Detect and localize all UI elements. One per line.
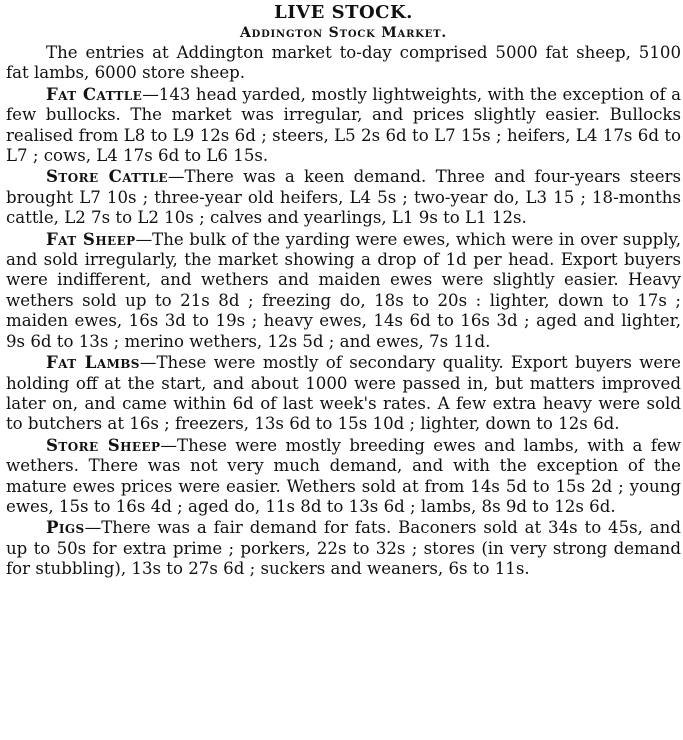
section-text-fat-lambs: —These were mostly of secondary quality. Export buyers were holding off at the start, and about 1000 were passed in, but matters improved later on, and came within 6d of last week's rates. A few extra heavy were sold to butchers at 16s ; freezers, 13s 6d to 15s 10d ; lighter, down to 12s 6d. [6, 353, 682, 434]
section-text-pigs: —There was a fair demand for fats. Baconers sold at 34s to 45s, and up to 50s for extra prime ; porkers, 22s to 32s ; stores (in very strong demand for stubbling), 13s to 27s 6d ; suckers and weaners, 6s to 11s. [6, 518, 681, 579]
section-store-cattle [6, 166, 681, 228]
section-fat-cattle [6, 84, 681, 167]
section-heading-pigs: Pigs [46, 517, 85, 538]
section-heading-store-sheep: Store Sheep [46, 434, 161, 455]
section-heading-fat-lambs: Fat Lambs [46, 352, 140, 373]
article-subtitle: Addington Stock Market. [239, 25, 448, 41]
section-heading-store-cattle: Store Cattle [46, 166, 168, 187]
section-text-fat-cattle: —143 head yarded, mostly lightweights, with the exception of a few bullocks. The market was irregular, and prices slightly easier. Bullocks realised from L8 to L9 12s 6d ; steers, L5 2s 6d to L7 15s ; heifers, L4 17s 6d to L7 ; cows, L4 17s 6d to L6 15s. [6, 84, 681, 166]
section-text-fat-sheep: —The bulk of the yarding were ewes, which were in over supply, and sold irregularly, the market showing a drop of 1d per head. Export buyers were indifferent, and wethers and maiden ewes were slightly easier. Heavy wethers sold up to 21s 8d ; freezing do, 18s to 20s : lighter, down to 17s ; maiden ewes, 16s 3d to 19s ; heavy ewes, 14s 6d to 16s 3d ; aged and lighter, 9s 6d to 13s ; merino wethers, 12s 5d ; and ewes, 7s 11d. [6, 229, 681, 351]
section-store-sheep [6, 435, 681, 518]
section-text-store-sheep: —These were mostly breeding ewes and lambs, with a few wethers. There was not very much demand, and with the exception of the mature ewes prices were easier. Wethers sold at from 14s 5d to 15s 2d ; young ewes, 15s to 16s 4d ; aged do, 11s 8d to 13s 6d ; lambs, 8s 9d to 12s 6d. [6, 435, 681, 516]
section-pigs [6, 517, 681, 579]
section-heading-fat-cattle: Fat Cattle [46, 83, 143, 104]
section-fat-sheep [6, 229, 681, 352]
section-text-store-cattle: —There was a keen demand. Three and four-years steers brought L7 10s ; three-year old heifers, L4 5s ; two-year do, L3 15 ; 18-months cattle, L2 7s to L2 10s ; calves and yearlings, L1 9s to L1 12s. [6, 167, 681, 228]
article-title: LIVE STOCK. [274, 2, 413, 23]
section-heading-fat-sheep: Fat Sheep [46, 228, 136, 249]
section-fat-lambs [6, 352, 681, 435]
intro-paragraph: The entries at Addington market to-day comprised 5000 fat sheep, 5100 fat lambs, 6000 store sheep. [6, 43, 681, 83]
